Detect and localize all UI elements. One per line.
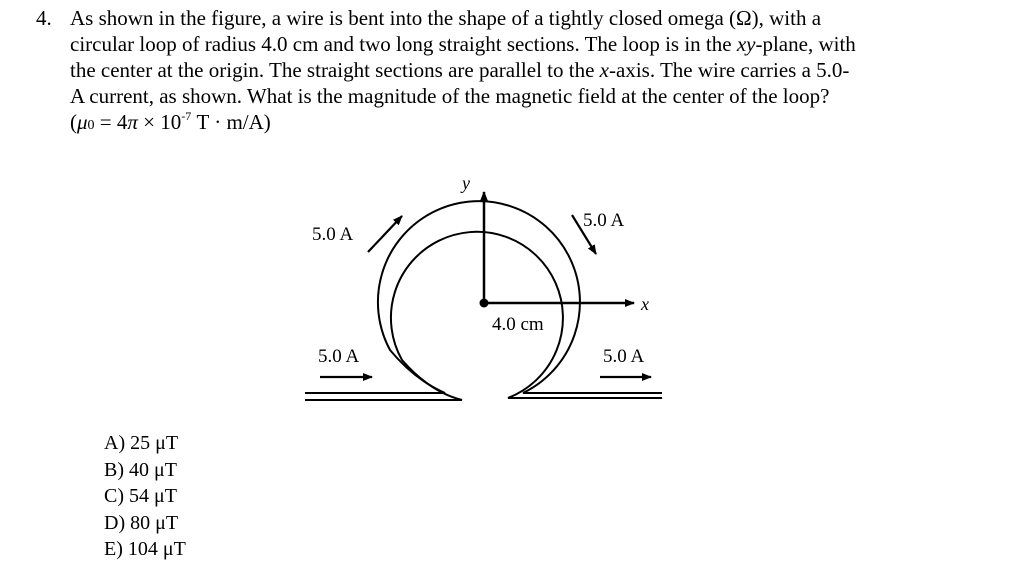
xy-plane-term: xy [736, 32, 756, 56]
question-line-2-text-a: circular loop of radius 4.0 cm and two long straight sections. The loop is in the [70, 32, 737, 56]
question-line-3-text-a: the center at the origin. The straight sections are parallel to the [70, 58, 600, 82]
answer-choices [104, 430, 186, 563]
constant-open-paren: ( [70, 110, 77, 134]
question-line-3-text-b: -axis. The wire carries a 5.0- [609, 58, 850, 82]
question-text [70, 5, 970, 139]
constant-equals: = 4 [94, 110, 128, 134]
current-label-upper-right: 5.0 A [583, 210, 625, 231]
question-line-1-text: As shown in the figure, a wire is bent into the shape of a tightly closed omega (Ω), with a [70, 6, 822, 30]
choice-d[interactable]: D) 80 μT [104, 511, 179, 534]
question-number: 4. [36, 6, 52, 30]
question-line-2-text-b: -plane, with [755, 32, 856, 56]
constant-exponent: -7 [181, 109, 192, 123]
permeability-constant [70, 109, 970, 139]
current-label-upper-left: 5.0 A [312, 224, 354, 245]
radius-label: 4.0 cm [492, 314, 544, 335]
x-axis-label: x [641, 294, 649, 314]
question-line-4 [70, 83, 970, 109]
constant-unit: T · m/A) [191, 110, 271, 134]
constant-times-ten: × 10 [137, 110, 182, 134]
choice-c[interactable]: C) 54 μT [104, 485, 177, 507]
question-line-1 [70, 5, 970, 31]
choice-a[interactable]: A) 25 μT [104, 432, 179, 454]
origin-point [480, 299, 489, 308]
y-axis-label: y [462, 173, 470, 193]
current-label-lower-right: 5.0 A [603, 346, 645, 367]
question-line-2 [70, 31, 970, 57]
omega-wire-diagram [290, 170, 680, 410]
mu-symbol: μ [77, 110, 88, 134]
question-line-3 [70, 57, 970, 83]
omega-wire-figure [290, 170, 680, 410]
x-axis-term: x [599, 58, 609, 82]
current-label-lower-left: 5.0 A [318, 346, 360, 367]
choice-b[interactable]: B) 40 μT [104, 458, 177, 481]
mu-subscript: 0 [87, 118, 95, 133]
pi-symbol: π [127, 110, 138, 134]
choice-e[interactable]: E) 104 μT [104, 538, 186, 560]
question-line-4-text: A current, as shown. What is the magnitude of the magnetic field at the center of the loop? [70, 84, 830, 108]
current-arrow-upper-left [368, 216, 402, 252]
